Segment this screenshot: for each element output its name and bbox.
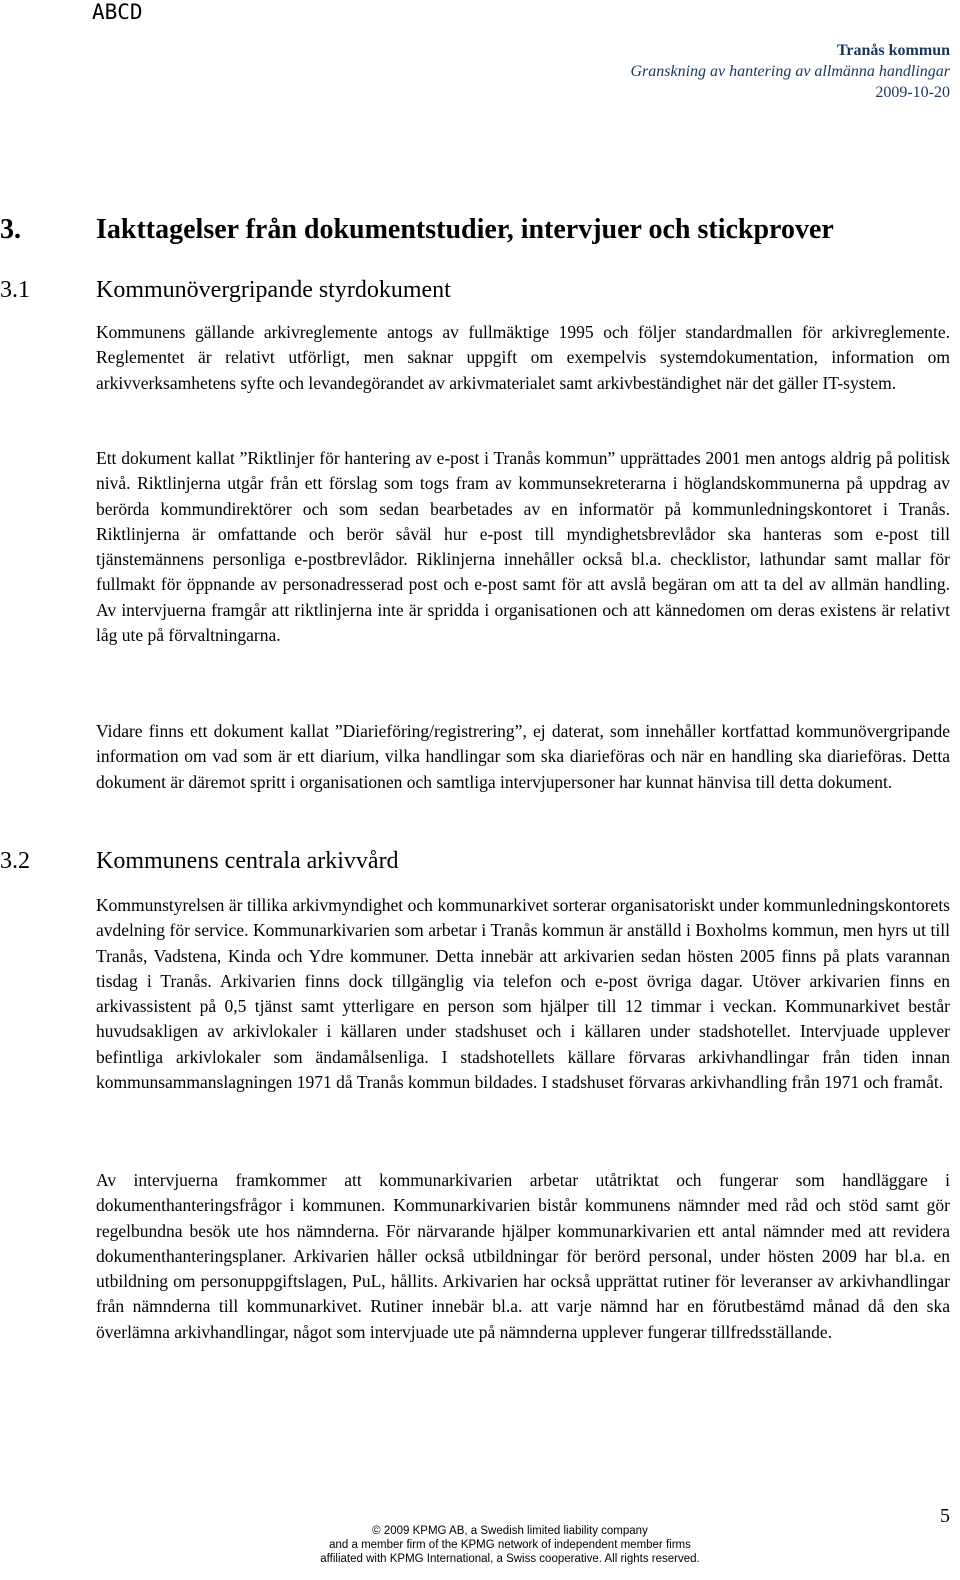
paragraph-3-2-a: Kommunstyrelsen är tillika arkivmyndighet och kommunarkivet sorterar organisatoriskt under kommunledningskontorets avdelning för service. Kommunarkivarien som arbetar i Tranås kommun är anställd i Boxholms kommun, men hyrs ut till Tranås, Vadstena, Kinda och Ydre kommuner. Detta innebär att arkivarien sedan hösten 2005 finns på plats varannan tisdag i Tranås. Arkivarien finns dock tillgänglig via telefon och e-post övriga dagar. Utöver arkivarien finns en arkivassistent på 0,5 tjänst samt ytterligare en person som hjälper till 12 timmar i veckan. Kommunarkivet består huvudsakligen av arkivlokaler i källaren under stadshuset och i källaren under stadshotellet. Intervjuade upplever befintliga arkivlokaler som ändamålsenliga. I stadshotellets källare förvaras arkivhandlingar från tiden innan kommunsammanslagningen 1971 då Tranås kommun bildades. I stadshuset förvaras arkivhandling från 1971 och framåt. <box>96 895 950 1093</box>
paragraph-3-1-b: Ett dokument kallat ”Riktlinjer för hantering av e-post i Tranås kommun” upprättades 2001 men antogs aldrig på politisk nivå. Riktlinjerna utgår från ett förslag som togs fram av kommunsekreterarna i höglandskommunerna på uppdrag av berörda kommundirektörer och som sedan bearbetades av en informatör på kommunledningskontoret i Tranås. Riktlinjerna är omfattande och berör såväl hur e-post till myndighetsbrevlådor ska hanteras som e-post till tjänstemännens personliga e-postbrevlådor. Riklinjerna innehåller också bl.a. checklistor, lathundar samt mallar för fullmakt för öppnande av personadresserad post och e-post samt för att avslå begäran om att ta del av allmän handling. Av intervjuerna framgår att riktlinjerna inte är spridda i organisationen och att kännedomen om deras existens är relativt låg ute på förvaltningarna. <box>96 448 950 646</box>
paragraph-3-2-b: Av intervjuerna framkommer att kommunarkivarien arbetar utåtriktat och fungerar som handläggare i dokumenthanteringsfrågor i kommunen. Kommunarkivarien bistår kommunens nämnder med råd och stöd samt gör regelbundna besök ute hos nämnderna. För närvarande hjälper kommunarkivarien ett antal nämnder med att revidera dokumenthanteringsplaner. Arkivarien håller också utbildningar för berörd personal, under hösten 2009 har bl.a. en utbildning om personuppgiftslagen, PuL, hållits. Arkivarien har också upprättat rutiner för leveranser av arkivhandlingar från nämnderna till kommunarkivet. Rutiner innebär bl.a. att varje nämnd har en förutbestämd månad då den ska överlämna arkivhandlingar, något som intervjuade ute på nämnderna upplever fungerar tillfredsställande. <box>96 1170 950 1342</box>
paragraph-3-1-c: Vidare finns ett dokument kallat ”Diarieföring/registrering”, ej daterat, som innehåller kortfattad kommunövergripande information om vad som är ett diarium, vilka handlingar som ska diarieföras och när en handling ska diarieföras. Detta dokument är däremot spritt i organisationen och samtliga intervjupersoner har kunnat hänvisa till detta dokument. <box>96 721 950 792</box>
section-3-1-title: Kommunövergripande styrdokument <box>96 277 451 303</box>
section-3-title: Iakttagelser från dokumentstudier, intervjuer och stickprover <box>96 214 834 245</box>
section-3-2-number: 3.2 <box>0 848 30 874</box>
page-number: 5 <box>940 1505 950 1527</box>
header-date: 2009-10-20 <box>875 84 950 101</box>
footer-affiliation: affiliated with KPMG International, a Swiss cooperative. All rights reserved. <box>320 1553 700 1565</box>
page-header <box>630 40 950 103</box>
document-stamp: ABCD <box>92 0 143 24</box>
footer-member-firm: and a member firm of the KPMG network of independent member firms <box>329 1539 691 1551</box>
paragraph-3-1-a: Kommunens gällande arkivreglemente antogs av fullmäktige 1995 och följer standardmallen för arkivreglemente. Reglementet är relativt utförligt, men saknar uppgift om exempelvis systemdokumentation, information om arkivverksamhetens syfte och levandegörandet av arkivmaterialet samt arkivbeständighet när det gäller IT-system. <box>96 322 950 393</box>
header-organization: Tranås kommun <box>836 42 950 59</box>
section-3-1-number: 3.1 <box>0 277 30 303</box>
page-footer <box>300 1524 720 1566</box>
footer-copyright: © 2009 KPMG AB, a Swedish limited liability company <box>372 1525 648 1537</box>
header-subtitle: Granskning av hantering av allmänna handlingar <box>630 63 950 80</box>
section-3-2-title: Kommunens centrala arkivvård <box>96 848 399 874</box>
section-3-number: 3. <box>0 214 21 245</box>
